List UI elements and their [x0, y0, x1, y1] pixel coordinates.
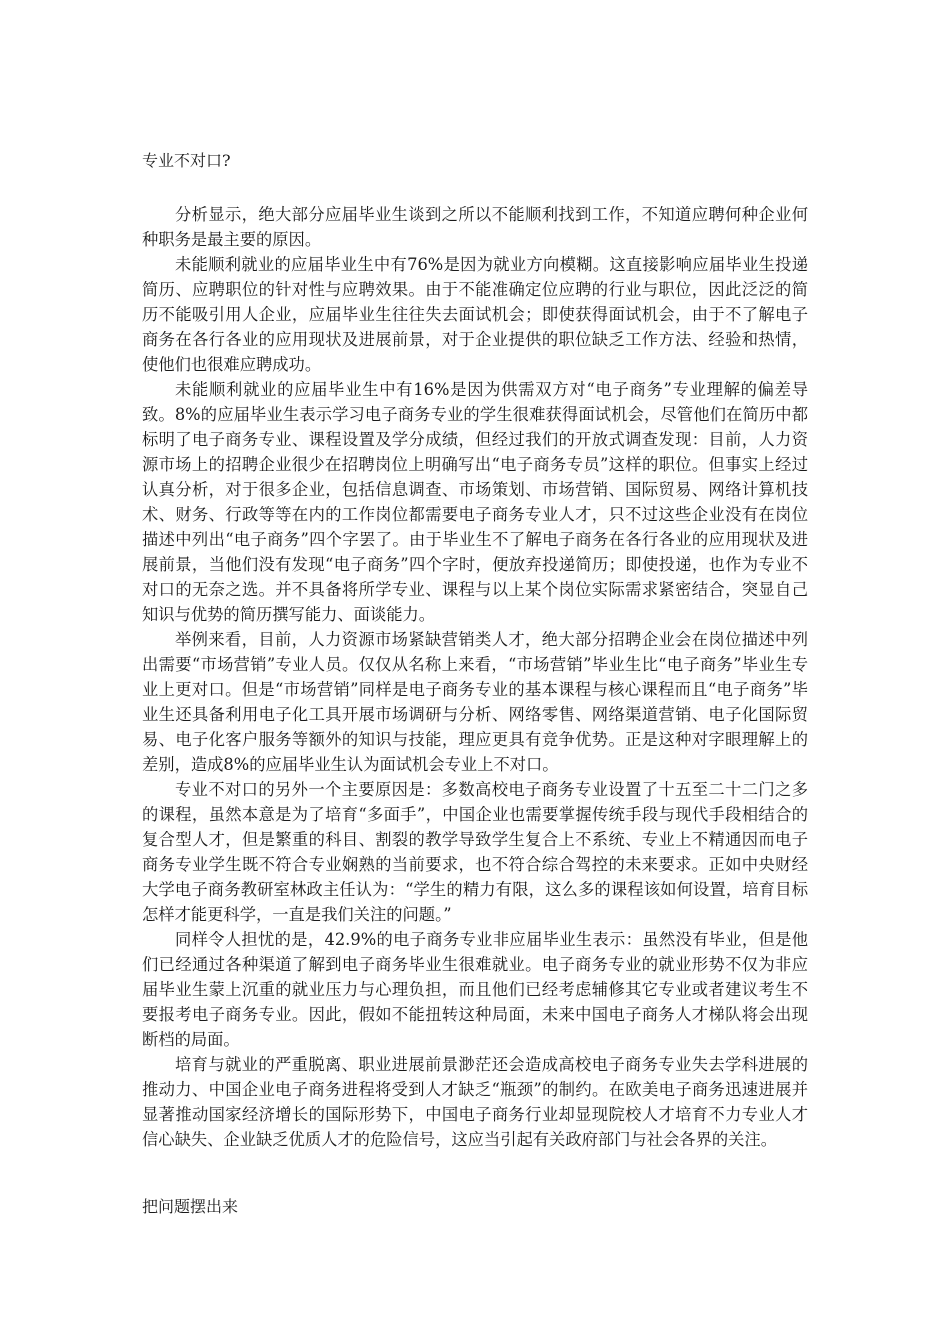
paragraph-2: 未能顺利就业的应届毕业生中有76%是因为就业方向模糊。这直接影响应届毕业生投递简历、应聘职位的针对性与应聘效果。由于不能准确定位应聘的行业与职位，因此泛泛的简历不能吸引用人企业，应届毕业生往往失去面试机会；即使获得面试机会，由于不了解电子商务在各行各业的应用现状及进展前景，对于企业提供的职位缺乏工作方法、经验和热情，使他们也很难应聘成功。	[142, 255, 808, 374]
document-body	[142, 150, 808, 1152]
paragraph-6: 同样令人担忧的是，42.9%的电子商务专业非应届毕业生表示：虽然没有毕业，但是他们已经通过各种渠道了解到电子商务毕业生很难就业。电子商务专业的就业形势不仅为非应届毕业生蒙上沉重的就业压力与心理负担，而且他们已经考虑辅修其它专业或者建议考生不要报考电子商务专业。因此，假如不能扭转这种局面，未来中国电子商务人才梯队将会出现断档的局面。	[142, 930, 808, 1049]
paragraph-3: 未能顺利就业的应届毕业生中有16%是因为供需双方对“电子商务”专业理解的偏差导致。8%的应届毕业生表示学习电子商务专业的学生很难获得面试机会，尽管他们在简历中都标明了电子商务专业、课程设置及学分成绩，但经过我们的开放式调查发现：目前，人力资源市场上的招聘企业很少在招聘岗位上明确写出“电子商务专员”这样的职位。但事实上经过认真分析，对于很多企业，包括信息调查、市场策划、市场营销、国际贸易、网络计算机技术、财务、行政等等在内的工作岗位都需要电子商务专业人才，只不过这些企业没有在岗位描述中列出“电子商务”四个字罢了。由于毕业生不了解电子商务在各行各业的应用现状及进展前景，当他们没有发现“电子商务”四个字时，便放弃投递简历；即使投递，也作为专业不对口的无奈之选。并不具备将所学专业、课程与以上某个岗位实际需求紧密结合，突显自己知识与优势的简历撰写能力、面谈能力。	[142, 380, 808, 624]
paragraph-4: 举例来看，目前，人力资源市场紧缺营销类人才，绝大部分招聘企业会在岗位描述中列出需要“市场营销”专业人员。仅仅从名称上来看，“市场营销”毕业生比“电子商务”毕业生专业上更对口。但是“市场营销”同样是电子商务专业的基本课程与核心课程而且“电子商务”毕业生还具备利用电子化工具开展市场调研与分析、网络零售、网络渠道营销、电子化国际贸易、电子化客户服务等额外的知识与技能，理应更具有竞争优势。正是这种对字眼理解上的差别，造成8%的应届毕业生认为面试机会专业上不对口。	[142, 630, 808, 774]
paragraph-1: 分析显示，绝大部分应届毕业生谈到之所以不能顺利找到工作，不知道应聘何种企业何种职务是最主要的原因。	[142, 205, 808, 249]
paragraph-5: 专业不对口的另外一个主要原因是：多数高校电子商务专业设置了十五至二十二门之多的课程，虽然本意是为了培育“多面手”，中国企业也需要掌握传统手段与现代手段相结合的复合型人才，但是繁重的科目、割裂的教学导致学生复合上不系统、专业上不精通因而电子商务专业学生既不符合专业娴熟的当前要求，也不符合综合驾控的未来要求。正如中央财经大学电子商务教研室林政主任认为：“学生的精力有限，这么多的课程该如何设置，培育目标怎样才能更科学，一直是我们关注的问题。”	[142, 780, 808, 924]
section-heading-mismatch: 专业不对口?	[142, 151, 231, 170]
section-heading-problem: 把问题摆出来	[142, 1197, 239, 1216]
paragraph-7: 培育与就业的严重脱离、职业进展前景渺茫还会造成高校电子商务专业失去学科进展的推动力、中国企业电子商务进程将受到人才缺乏“瓶颈”的制约。在欧美电子商务迅速进展并显著推动国家经济增长的国际形势下，中国电子商务行业却显现院校人才培育不力专业人才信心缺失、企业缺乏优质人才的危险信号，这应当引起有关政府部门与社会各界的关注。	[142, 1055, 808, 1149]
